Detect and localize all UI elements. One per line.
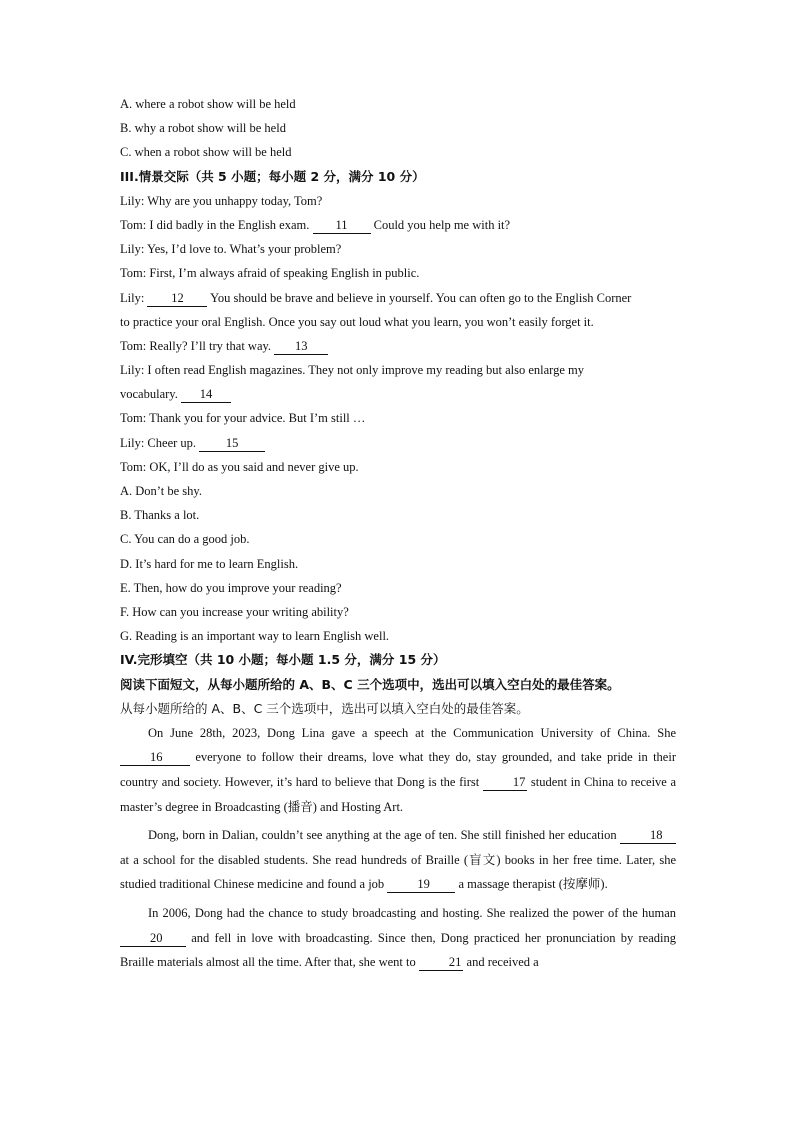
passage-text: a massage therapist (按摩师). <box>455 877 608 892</box>
dialogue-line-8: Lily: I often read English magazines. They not only improve my reading but also enlarge my <box>120 363 585 378</box>
dialogue-line-2 <box>120 213 676 237</box>
choice-b: B. Thanks a lot. <box>120 508 200 523</box>
dialogue-line-4: Tom: First, I’m always afraid of speaking English in public. <box>120 266 420 281</box>
passage-text: Dong, born in Dalian, couldn’t see anything at the age of ten. She still finished her education <box>148 828 620 843</box>
blank-17: 17 <box>483 774 528 791</box>
dialogue-line-9 <box>120 382 676 406</box>
blank-19: 19 <box>387 876 455 893</box>
choice-g: G. Reading is an important way to learn English well. <box>120 629 390 644</box>
section-4-heading: IV.完形填空（共 10 小题；每小题 1.5 分，满分 15 分） <box>120 652 446 668</box>
dialogue-text: Could you help me with it? <box>370 217 511 232</box>
blank-16: 16 <box>120 749 190 766</box>
choice-f: F. How can you increase your writing ability? <box>120 604 349 619</box>
passage-text: student in China to receive a master’s degree in Broadcasting (播音) and Hosting Art. <box>120 775 676 814</box>
dialogue-text: Lily: <box>120 290 148 305</box>
choice-d: D. It’s hard for me to learn English. <box>120 556 299 571</box>
passage-text: everyone to follow their dreams, love what they do, stay grounded, and take pride in their country and society. However, it’s hard to believe that Dong is the first <box>120 750 676 790</box>
blank-15: 15 <box>199 435 265 452</box>
blank-18: 18 <box>620 827 676 844</box>
choice-e: E. Then, how do you improve your reading? <box>120 580 342 595</box>
dialogue-line-6: to practice your oral English. Once you say out loud what you learn, you won’t easily forget it. <box>120 314 594 329</box>
blank-21: 21 <box>419 954 464 971</box>
passage-text: On June 28th, 2023, Dong Lina gave a speech at the Communication University of China. She <box>148 725 676 740</box>
dialogue-text: Tom: Really? I’ll try that way. <box>120 338 275 353</box>
option-c: C. when a robot show will be held <box>120 145 292 160</box>
dialogue-line-3: Lily: Yes, I’d love to. What’s your problem? <box>120 242 342 257</box>
dialogue-line-1: Lily: Why are you unhappy today, Tom? <box>120 193 323 208</box>
passage-text: and received a <box>463 955 539 970</box>
passage-text: at a school for the disabled students. She read hundreds of Braille (盲文) books in her free time. Later, she studied traditional Chinese medicine and found a job <box>120 852 676 892</box>
passage-paragraph-2 <box>120 823 676 897</box>
blank-11: 11 <box>313 217 371 234</box>
blank-20: 20 <box>120 930 186 947</box>
exam-page <box>120 92 676 975</box>
dialogue-text: Tom: I did badly in the English exam. <box>120 217 313 232</box>
dialogue-text: vocabulary. <box>120 387 181 402</box>
passage-paragraph-1 <box>120 721 676 819</box>
section-4-instruction: 从每小题所给的 A、B、C 三个选项中，选出可以填入空白处的最佳答案。 <box>120 700 529 716</box>
passage-text: and fell in love with broadcasting. Since then, Dong practiced her pronunciation by reading Braille materials almost all the time. After that, she went to <box>120 930 676 970</box>
blank-12: 12 <box>147 290 207 307</box>
passage-text: In 2006, Dong had the chance to study broadcasting and hosting. She realized the power of the human <box>148 906 676 921</box>
blank-13: 13 <box>274 338 328 355</box>
option-b: B. why a robot show will be held <box>120 121 286 136</box>
dialogue-line-7 <box>120 334 676 358</box>
passage-paragraph-3 <box>120 901 676 975</box>
dialogue-text: Lily: Cheer up. <box>120 435 200 450</box>
choice-c: C. You can do a good job. <box>120 532 250 547</box>
option-a: A. where a robot show will be held <box>120 97 296 111</box>
dialogue-line-10: Tom: Thank you for your advice. But I’m still … <box>120 411 366 426</box>
dialogue-line-5 <box>120 286 676 310</box>
dialogue-line-11 <box>120 431 676 455</box>
section-3-heading: III.情景交际（共 5 小题；每小题 2 分，满分 10 分） <box>120 168 425 184</box>
section-4-instruction-bold: 阅读下面短文，从每小题所给的 A、B、C 三个选项中，选出可以填入空白处的最佳答案。 <box>120 676 620 692</box>
blank-14: 14 <box>181 386 231 403</box>
dialogue-text: You should be brave and believe in yourself. You can often go to the English Corner <box>207 290 632 305</box>
dialogue-line-12: Tom: OK, I’ll do as you said and never give up. <box>120 459 359 474</box>
choice-a: A. Don’t be shy. <box>120 484 202 498</box>
